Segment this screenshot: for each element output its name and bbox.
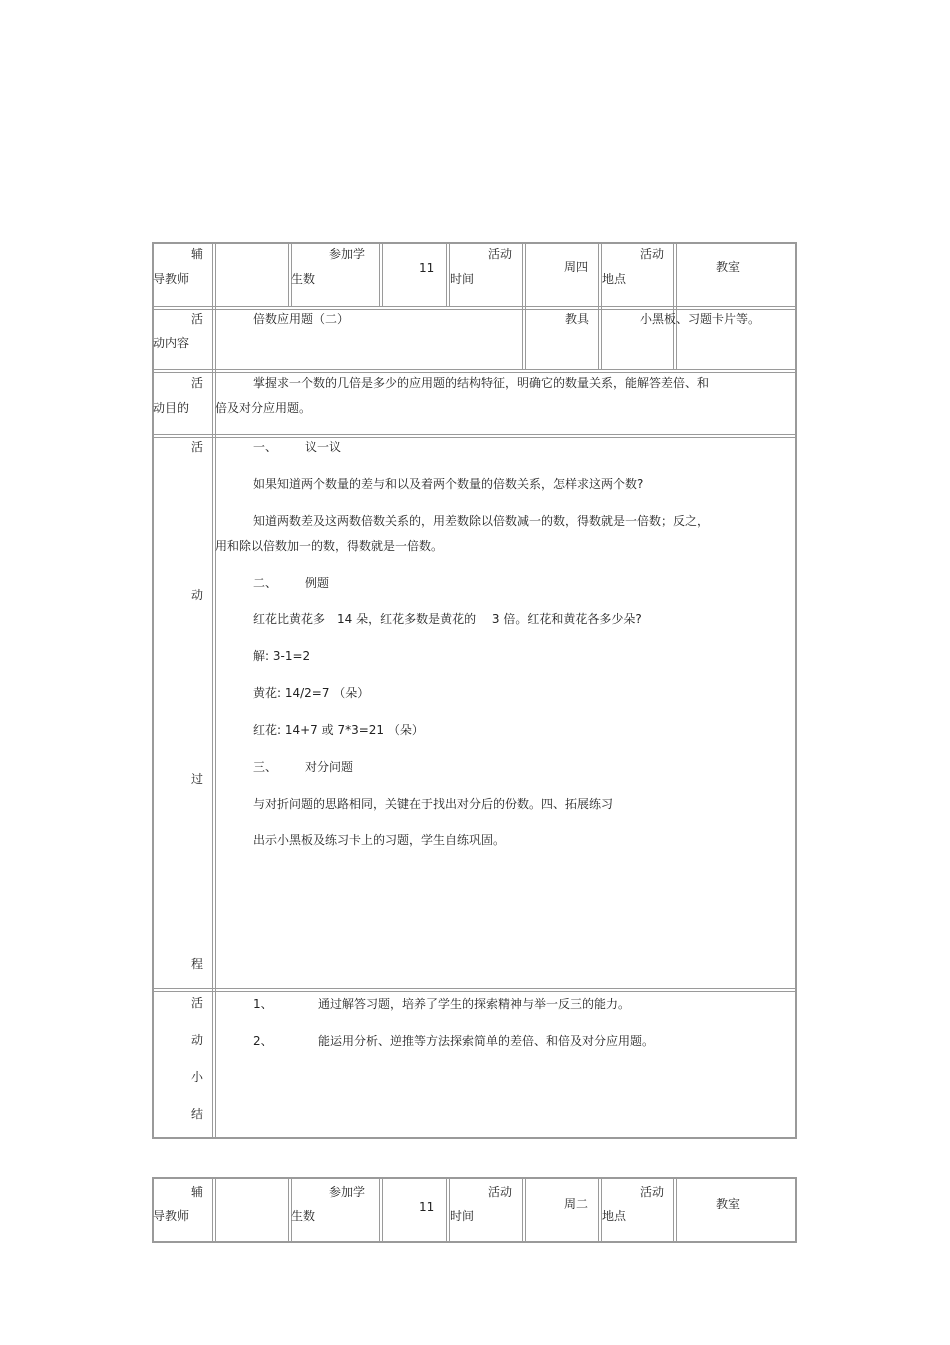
place-label: 地点 (602, 1209, 627, 1223)
table-border (215, 1177, 216, 1242)
table-border (152, 242, 154, 1139)
table-border (152, 369, 797, 370)
place-label: 地点 (602, 272, 627, 286)
process-label-char: 过 (191, 772, 204, 786)
table-border (598, 242, 599, 369)
summary-item-number: 1、 (253, 997, 273, 1011)
time-label: 时间 (450, 1209, 475, 1223)
students-label: 参加学 (329, 1185, 366, 1199)
tools-label: 教具 (565, 312, 590, 326)
table-border (212, 242, 213, 1137)
solution-line: 黄花: 14/2=7 （朵） (253, 686, 370, 700)
table-border (152, 306, 797, 307)
time-label: 时间 (450, 272, 475, 286)
table-border (673, 242, 674, 369)
process-label-char: 活 (191, 440, 204, 454)
table-border (152, 1177, 797, 1179)
students-label: 生数 (291, 1209, 316, 1223)
summary-label-char: 动 (191, 1033, 204, 1047)
tutor-label: 导教师 (153, 272, 190, 286)
tutor-label: 辅 (191, 1185, 204, 1199)
table-border (212, 1177, 213, 1242)
paragraph: 知道两数差及这两数倍数关系的，用差数除以倍数减一的数，得数就是一倍数；反之， (253, 514, 710, 528)
summary-item-number: 2、 (253, 1034, 273, 1048)
table-border (601, 242, 602, 369)
section-number: 二、 (253, 576, 278, 590)
summary-item: 通过解答习题，培养了学生的探索精神与举一反三的能力。 (318, 997, 631, 1011)
summary-item: 能运用分析、逆推等方法探索简单的差倍、和倍及对分应用题。 (318, 1034, 655, 1048)
time-label: 活动 (488, 247, 513, 261)
table-border (598, 1177, 599, 1242)
table-border (152, 309, 797, 310)
table-border (522, 1177, 523, 1242)
table-border (152, 988, 797, 989)
table-border (382, 242, 383, 306)
table-border (215, 242, 216, 1137)
table-border (522, 242, 523, 369)
section-title: 议一议 (305, 440, 342, 454)
table-border (676, 1177, 677, 1242)
goal-text: 倍及对分应用题。 (215, 401, 312, 415)
time-value: 周二 (564, 1197, 589, 1211)
place-label: 活动 (640, 247, 665, 261)
solution-line: 解: 3-1=2 (253, 649, 311, 663)
table-border (795, 1177, 797, 1243)
table-border (152, 991, 797, 992)
table-border (382, 1177, 383, 1242)
place-label: 活动 (640, 1185, 665, 1199)
summary-label-char: 结 (191, 1107, 204, 1121)
solution-line: 红花: 14+7 或 7*3=21 （朵） (253, 723, 424, 737)
table-border (795, 242, 797, 1139)
table-border (152, 1241, 797, 1243)
summary-label-char: 小 (191, 1070, 204, 1084)
place-value: 教室 (716, 260, 741, 274)
section-number: 三、 (253, 760, 278, 774)
section-number: 一、 (253, 440, 278, 454)
students-value: 11 (419, 1200, 435, 1214)
time-value: 周四 (564, 260, 589, 274)
paragraph: 如果知道两个数量的差与和以及着两个数量的倍数关系，怎样求这两个数? (253, 477, 644, 491)
place-value: 教室 (716, 1197, 741, 1211)
process-label-char: 程 (191, 957, 204, 971)
table-border (379, 1177, 380, 1242)
table-border (152, 372, 797, 373)
students-value: 11 (419, 261, 435, 275)
section-title: 对分问题 (305, 760, 354, 774)
paragraph: 用和除以倍数加一的数，得数就是一倍数。 (215, 539, 444, 553)
table-border (525, 1177, 526, 1242)
goal-label: 动目的 (153, 401, 190, 415)
goal-label: 活 (191, 376, 204, 390)
table-border (525, 242, 526, 369)
students-label: 参加学 (329, 247, 366, 261)
table-border (379, 242, 380, 306)
students-label: 生数 (291, 272, 316, 286)
table-border (288, 242, 289, 306)
table-border (152, 437, 797, 438)
goal-text: 掌握求一个数的几倍是多少的应用题的结构特征，明确它的数量关系，能解答差倍、和 (253, 376, 710, 390)
table-border (676, 242, 677, 369)
tools-value: 小黑板、习题卡片等。 (640, 312, 761, 326)
table-border (446, 1177, 447, 1242)
content-value: 倍数应用题（二） (253, 312, 350, 326)
section-title: 例题 (305, 576, 330, 590)
tutor-label: 导教师 (153, 1209, 190, 1223)
tutor-label: 辅 (191, 247, 204, 261)
content-label: 动内容 (153, 336, 190, 350)
table-border (152, 242, 797, 244)
time-label: 活动 (488, 1185, 513, 1199)
table-border (152, 1137, 797, 1139)
table-border (446, 242, 447, 306)
table-border (288, 1177, 289, 1242)
paragraph: 出示小黑板及练习卡上的习题，学生自练巩固。 (253, 833, 506, 847)
content-label: 活 (191, 312, 204, 326)
process-label-char: 动 (191, 588, 204, 602)
example-text: 红花比黄花多 14 朵，红花多数是黄花的 3 倍。红花和黄花各多少朵? (253, 612, 642, 626)
table-border (152, 434, 797, 435)
table-border (673, 1177, 674, 1242)
paragraph: 与对折问题的思路相同，关键在于找出对分后的份数。四、拓展练习 (253, 797, 614, 811)
summary-label-char: 活 (191, 996, 204, 1010)
